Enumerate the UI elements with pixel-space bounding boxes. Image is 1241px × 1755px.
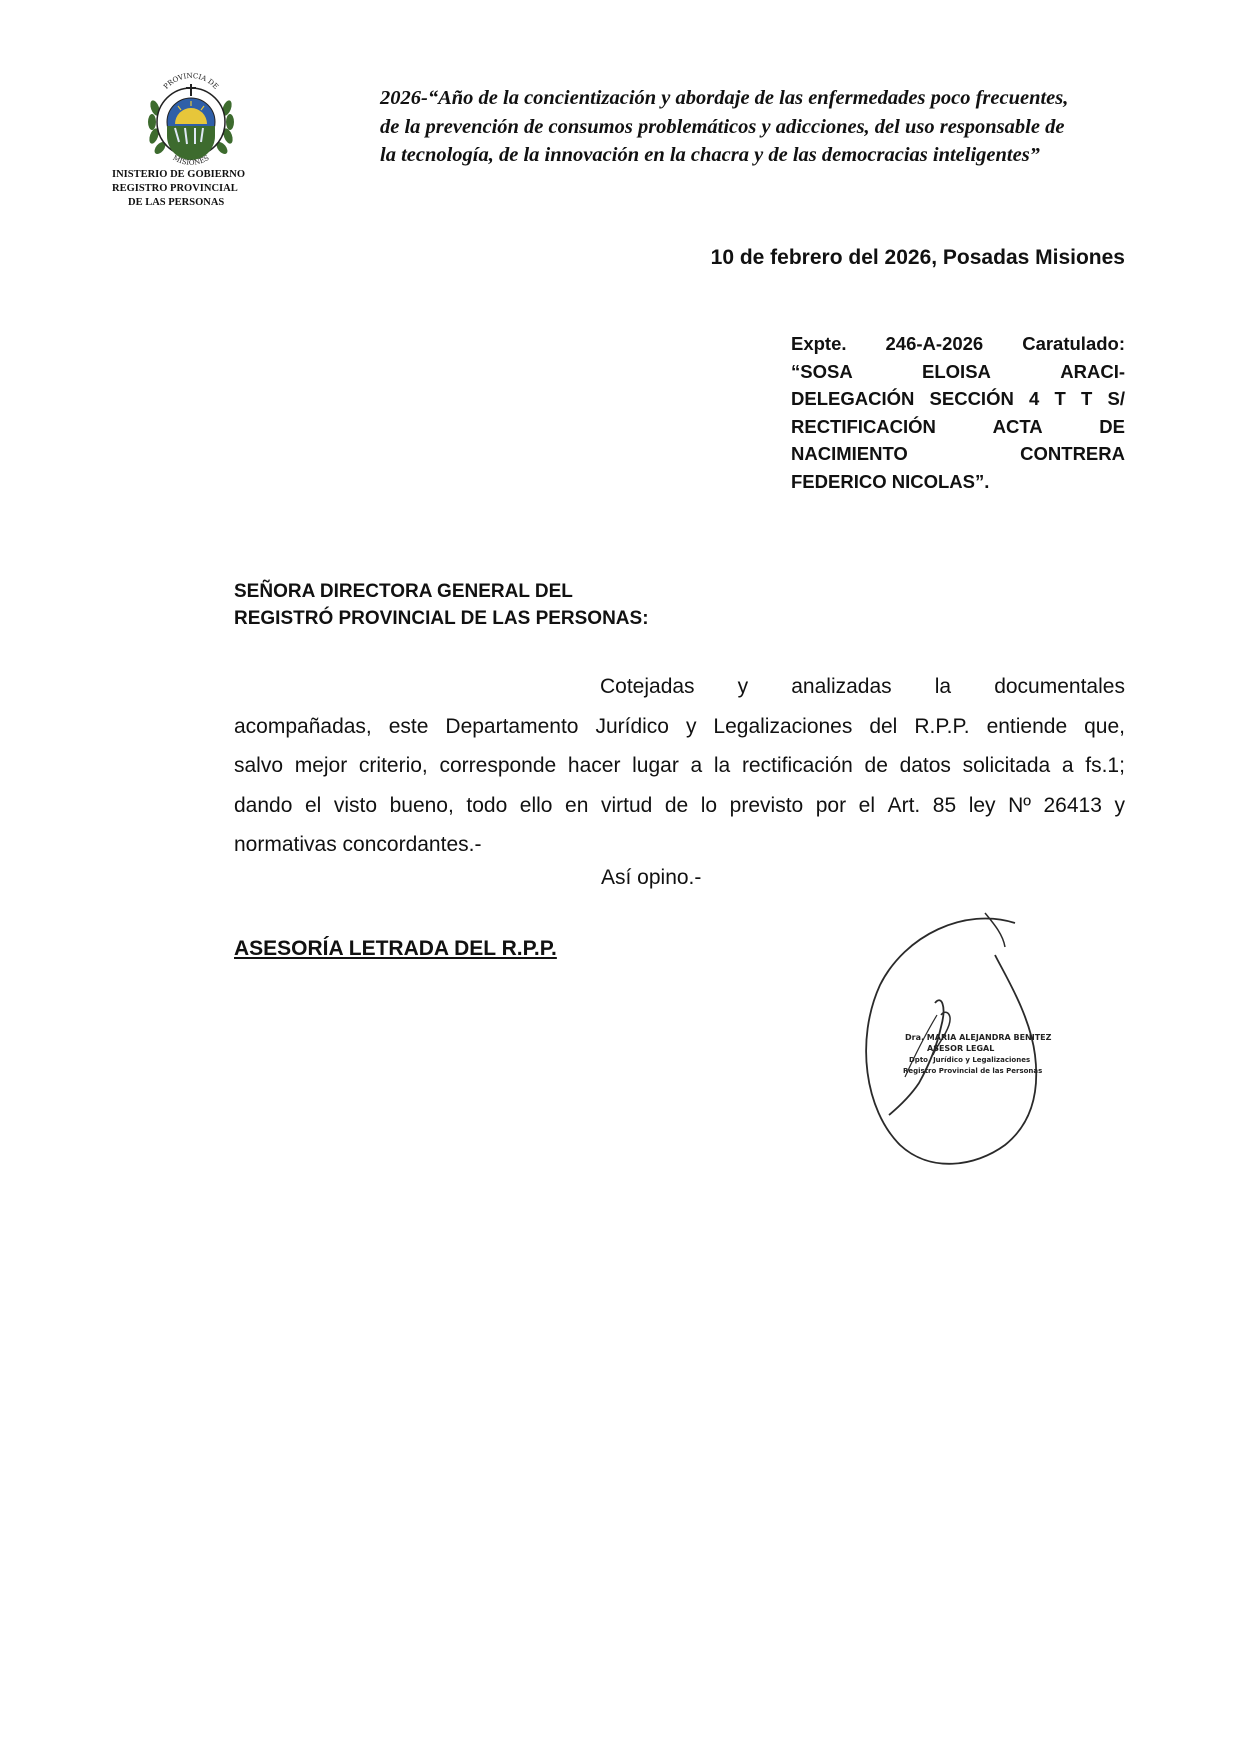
crest-label-bottom: MISIONES xyxy=(171,153,211,167)
signoff-heading: ASESORÍA LETRADA DEL R.P.P. xyxy=(234,937,557,960)
word: FEDERICO NICOLAS”. xyxy=(791,470,990,492)
word: y xyxy=(1114,793,1125,817)
word: ELOISA xyxy=(922,360,991,382)
ministry-line: DE LAS PERSONAS xyxy=(128,197,225,208)
word: a xyxy=(690,754,703,777)
text-line xyxy=(234,746,1125,786)
word: Cotejadas xyxy=(600,675,695,698)
crest-label-top: PROVINCIA DE xyxy=(162,71,220,91)
word: de xyxy=(664,793,689,817)
word: el xyxy=(858,793,876,817)
word: todo xyxy=(466,793,508,817)
text-line xyxy=(791,330,1125,358)
word: entiende xyxy=(986,714,1068,738)
word: SECCIÓN xyxy=(929,388,1014,409)
closing-text: Así opino.- xyxy=(601,866,702,889)
word: ello xyxy=(519,793,553,817)
text-line xyxy=(791,385,1125,413)
word: la xyxy=(713,754,731,777)
misiones-crest-logo xyxy=(145,70,237,172)
word: criterio, xyxy=(358,754,428,777)
word: 4 xyxy=(1029,388,1040,409)
date-line: 10 de febrero del 2026, Posadas Misiones xyxy=(710,246,1125,269)
word: rectificación xyxy=(741,754,853,777)
text-line xyxy=(791,468,1125,496)
word: ACTA xyxy=(992,415,1043,437)
word: ley xyxy=(968,793,996,817)
word: del xyxy=(869,714,898,738)
expediente-block xyxy=(791,330,1125,495)
word: Departamento xyxy=(445,714,579,738)
word: Legalizaciones xyxy=(713,714,853,738)
word: visto xyxy=(333,793,378,817)
word: solicitada xyxy=(962,754,1051,777)
word: hacer xyxy=(567,754,621,777)
word: Nº xyxy=(1008,793,1031,817)
text-line xyxy=(234,667,1125,707)
word: este xyxy=(388,714,429,738)
ministry-block xyxy=(112,168,287,210)
word: “SOSA xyxy=(791,360,853,382)
word: fs.1; xyxy=(1085,754,1125,777)
word: de xyxy=(864,754,888,777)
ministry-line: INISTERIO DE GOBIERNO xyxy=(112,169,246,180)
word: corresponde xyxy=(439,754,557,777)
word: NACIMIENTO xyxy=(791,443,908,464)
addressee xyxy=(234,578,649,632)
word: T xyxy=(1054,388,1066,409)
word: ARACI- xyxy=(1060,360,1125,382)
stamp-line: Dpto. Jurídico y Legalizaciones xyxy=(909,1056,1031,1064)
text-line xyxy=(791,413,1125,441)
word: 246-A-2026 xyxy=(885,333,984,354)
word: dando xyxy=(234,793,293,817)
word: el xyxy=(304,793,322,817)
word: y xyxy=(685,714,697,738)
word: virtud xyxy=(600,793,653,817)
ministry-line: REGISTRO PROVINCIAL xyxy=(112,183,238,194)
word: RECTIFICACIÓN xyxy=(791,415,936,437)
motto-line: de la prevención de consumos problemáticos y adicciones, del uso responsable de xyxy=(380,115,1065,138)
text-line xyxy=(234,707,1125,747)
word: mejor xyxy=(294,754,348,777)
word: Art. xyxy=(887,793,921,817)
word: lo xyxy=(700,793,718,817)
word: Jurídico xyxy=(595,714,669,738)
stamp-line: Registro Provincial de las Personas xyxy=(903,1067,1043,1075)
word: lugar xyxy=(632,754,679,777)
word: a xyxy=(1061,754,1074,777)
word: previsto xyxy=(729,793,804,817)
body-paragraph xyxy=(234,667,1125,865)
word: bueno, xyxy=(389,793,454,817)
handwritten-signature-stamp xyxy=(845,905,1060,1180)
word: en xyxy=(565,793,589,817)
word: analizadas xyxy=(791,675,892,698)
addressee-line: REGISTRÓ PROVINCIAL DE LAS PERSONAS: xyxy=(234,608,649,629)
word: DELEGACIÓN xyxy=(791,388,915,409)
word: que, xyxy=(1084,714,1125,738)
year-motto xyxy=(380,84,1180,170)
word: salvo xyxy=(234,754,284,777)
word: y xyxy=(737,675,749,698)
word: Expte. xyxy=(791,333,847,354)
text-line xyxy=(234,825,1125,865)
word: S/ xyxy=(1107,388,1125,409)
word: Caratulado: xyxy=(1022,333,1125,354)
word: CONTRERA xyxy=(1020,443,1125,464)
word: por xyxy=(815,793,847,817)
word: documentales xyxy=(994,675,1125,698)
text-line xyxy=(234,786,1125,826)
addressee-line: SEÑORA DIRECTORA GENERAL DEL xyxy=(234,581,573,602)
word: DE xyxy=(1099,415,1125,437)
word: datos xyxy=(899,754,951,777)
word: T xyxy=(1081,388,1093,409)
stamp-line: Dra. MARIA ALEJANDRA BENITEZ xyxy=(905,1033,1052,1042)
word: la xyxy=(934,675,952,698)
stamp-line: ASESOR LEGAL xyxy=(927,1044,995,1053)
word: R.P.P. xyxy=(914,714,970,738)
text-line xyxy=(791,358,1125,386)
motto-line: 2026-“Año de la concientización y abordaje de las enfermedades poco frecuentes, xyxy=(380,87,1069,109)
word: normativas concordantes.- xyxy=(234,833,482,856)
text-line xyxy=(791,440,1125,468)
word: 85 xyxy=(932,793,957,817)
word: 26413 xyxy=(1043,793,1102,817)
motto-line: la tecnología, de la innovación en la chacra y de las democracias inteligentes” xyxy=(380,144,1040,166)
word: acompañadas, xyxy=(234,714,372,738)
